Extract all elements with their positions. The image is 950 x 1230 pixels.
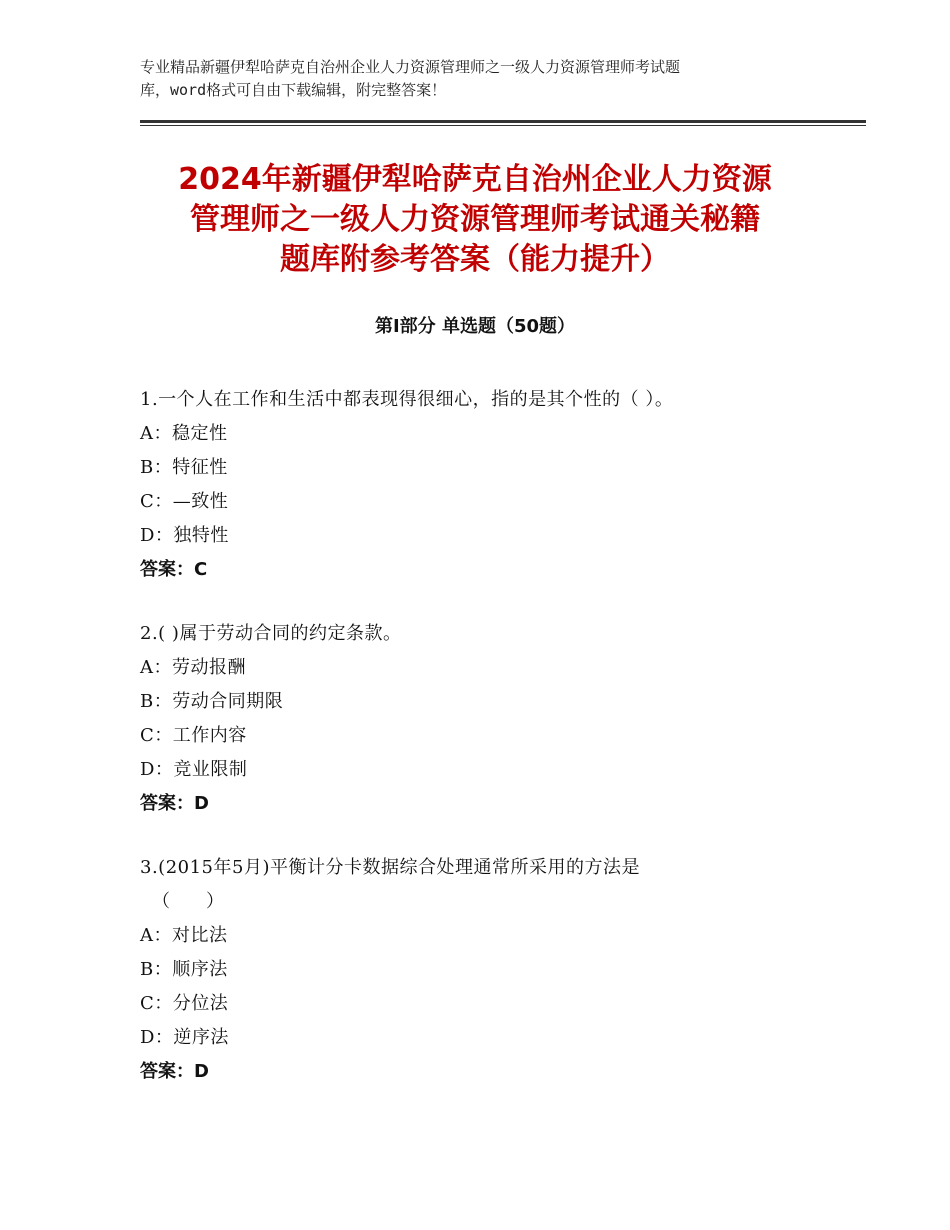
question-stem: 2.( )属于劳动合同的约定条款。 xyxy=(140,623,402,644)
answer-label: 答案：C xyxy=(140,559,208,580)
option-d: D：独特性 xyxy=(140,525,229,546)
document-title xyxy=(120,160,830,280)
option-c: C：工作内容 xyxy=(140,725,247,746)
option-a: A：对比法 xyxy=(140,925,228,946)
option-a: A：稳定性 xyxy=(140,423,228,444)
option-a: A：劳动报酬 xyxy=(140,657,246,678)
option-b: B：顺序法 xyxy=(140,959,228,980)
header-note-line-1: 专业精品新疆伊犁哈萨克自治州企业人力资源管理师之一级人力资源管理师考试题 xyxy=(140,58,681,76)
question-stem: 3.(2015年5月)平衡计分卡数据综合处理通常所采用的方法是 xyxy=(140,857,640,878)
option-d: D：竞业限制 xyxy=(140,759,248,780)
option-b: B：劳动合同期限 xyxy=(140,691,284,712)
document-title-line-2: 管理师之一级人力资源管理师考试通关秘籍 xyxy=(190,202,760,237)
header-rule-thick xyxy=(140,120,866,123)
answer-label: 答案：D xyxy=(140,793,209,814)
option-c: C：分位法 xyxy=(140,993,229,1014)
question-stem: 1.一个人在工作和生活中都表现得很细心，指的是其个性的（ ）。 xyxy=(140,389,674,410)
question-stem-continuation: （ ） xyxy=(152,891,224,912)
document-title-line-1: 2024年新疆伊犁哈萨克自治州企业人力资源 xyxy=(178,162,772,197)
question-3 xyxy=(140,851,830,1089)
header-note-line-2: 库，word格式可自由下载编辑，附完整答案！ xyxy=(140,81,447,99)
header-note xyxy=(140,56,830,102)
question-1 xyxy=(140,383,830,587)
option-c: C：—致性 xyxy=(140,491,229,512)
question-list xyxy=(140,383,830,1089)
option-d: D：逆序法 xyxy=(140,1027,229,1048)
answer-label: 答案：D xyxy=(140,1061,209,1082)
option-b: B：特征性 xyxy=(140,457,228,478)
document-title-line-3: 题库附参考答案（能力提升） xyxy=(280,242,670,277)
question-2 xyxy=(140,617,830,821)
section-title: 第Ⅰ部分 单选题（50题） xyxy=(374,316,575,337)
header-rule-thin xyxy=(140,125,866,126)
